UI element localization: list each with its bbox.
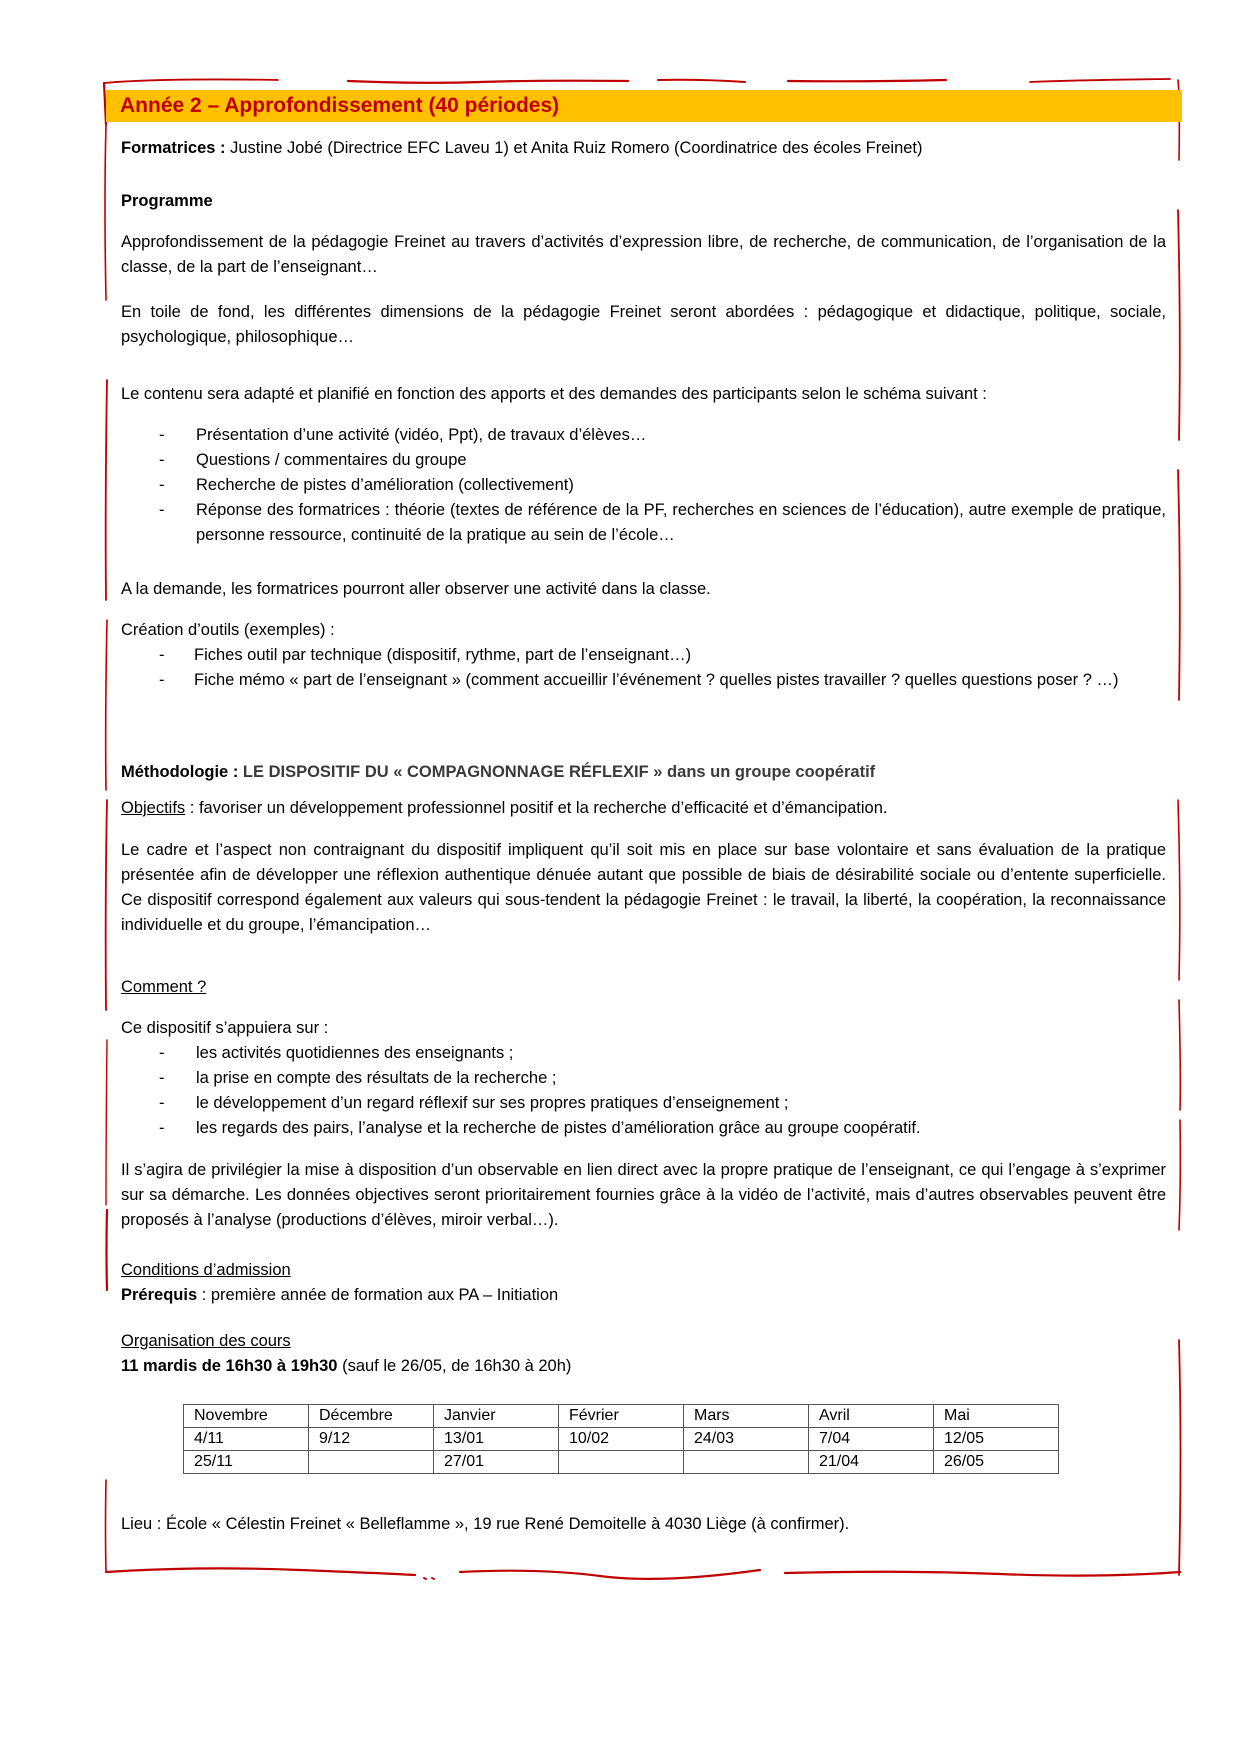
list-item: - les activités quotidiennes des enseignants ; <box>121 1041 1166 1066</box>
table-cell: 25/11 <box>184 1451 309 1474</box>
table-cell: 13/01 <box>434 1428 559 1451</box>
table-header-cell: Novembre <box>184 1405 309 1428</box>
list-item: - Questions / commentaires du groupe <box>121 448 1166 473</box>
comment-heading <box>121 975 1166 1000</box>
list-item: - Fiche mémo « part de l’enseignant » (comment accueillir l’événement ? quelles pistes travailler ? quelles questions poser ? …) <box>121 668 1166 693</box>
organisation-heading <box>121 1329 1166 1354</box>
table-header-cell: Janvier <box>434 1405 559 1428</box>
appui-label: Ce dispositif s’appuiera sur : <box>121 1019 329 1037</box>
programme-paragraph-4: A la demande, les formatrices pourront aller observer une activité dans la classe. <box>121 580 711 598</box>
outils-label: Création d’outils (exemples) : <box>121 621 335 639</box>
appuis-list <box>121 1041 1166 1141</box>
formatrices-text: Justine Jobé (Directrice EFC Laveu 1) et Anita Ruiz Romero (Coordinatrice des écoles Freinet) <box>225 139 923 157</box>
list-item: - Recherche de pistes d’amélioration (collectivement) <box>121 473 1166 498</box>
table-row <box>184 1451 1059 1474</box>
list-item: - les regards des pairs, l’analyse et la recherche de pistes d’amélioration grâce au groupe coopératif. <box>121 1116 1166 1141</box>
list-item: - le développement d’un regard réflexif sur ses propres pratiques d’enseignement ; <box>121 1091 1166 1116</box>
formatrices-label: Formatrices : <box>121 139 226 157</box>
table-header-cell: Avril <box>809 1405 934 1428</box>
prerequis-line <box>121 1283 1166 1308</box>
schedule-bold: 11 mardis de 16h30 à 19h30 <box>121 1357 338 1375</box>
table-header-row <box>184 1405 1059 1428</box>
table-cell: 4/11 <box>184 1428 309 1451</box>
objectifs-line <box>121 796 1166 821</box>
methodologie-heading <box>121 760 1166 785</box>
list-item: - Réponse des formatrices : théorie (textes de référence de la PF, recherches en sciences de l’éducation), autre exemple de pratique, personne ressource, continuité de la pratique au sein de l’école… <box>121 498 1166 548</box>
table-cell: 10/02 <box>559 1428 684 1451</box>
table-cell: 24/03 <box>684 1428 809 1451</box>
admission-heading-text: Conditions d’admission <box>121 1261 291 1279</box>
methodologie-title: LE DISPOSITIF DU « COMPAGNONNAGE RÉFLEXIF » dans un groupe coopératif <box>238 763 876 781</box>
methodologie-label: Méthodologie : <box>121 763 239 781</box>
methodologie-paragraph-2: Il s’agira de privilégier la mise à disposition d’un observable en lien direct avec la propre pratique de l’enseignant, ce qui l’engage à s’exprimer sur sa démarche. Les données objectives seront prioritairement fournies grâce à la vidéo de l’activité, mais d’autres observables peuvent être proposés à l’analyse (productions d’élèves, miroir verbal…). <box>121 1161 1166 1229</box>
comment-heading-text: Comment ? <box>121 978 207 996</box>
schedule-table <box>183 1404 1059 1474</box>
programme-heading <box>121 189 1166 214</box>
programme-paragraph-3: Le contenu sera adapté et planifié en fonction des apports et des demandes des participants selon le schéma suivant : <box>121 385 987 403</box>
section-title: Année 2 – Approfondissement (40 périodes) <box>120 94 560 117</box>
list-item: - la prise en compte des résultats de la recherche ; <box>121 1066 1166 1091</box>
list-item: - Fiches outil par technique (dispositif, rythme, part de l’enseignant…) <box>121 643 1166 668</box>
table-cell: 26/05 <box>934 1451 1059 1474</box>
programme-paragraph-1: Approfondissement de la pédagogie Freinet au travers d’activités d’expression libre, de recherche, de communication, de l’organisation de la classe, de la part de l’enseignant… <box>121 233 1166 276</box>
table-cell <box>309 1451 434 1474</box>
table-cell: 12/05 <box>934 1428 1059 1451</box>
table-header-cell: Mars <box>684 1405 809 1428</box>
methodologie-paragraph-1: Le cadre et l’aspect non contraignant du dispositif impliquent qu’il soit mis en place sur base volontaire et sans évaluation de la pratique présentée afin de développer une réflexion authentique dénuée autant que possible de biais de désirabilité sociale ou d’entente superficielle. Ce dispositif correspond également aux valeurs qui sous-tendent la pédagogie Freinet : le travail, la liberté, la coopération, la reconnaissance individuelle et du groupe, l’émancipation… <box>121 841 1166 934</box>
table-cell: 7/04 <box>809 1428 934 1451</box>
table-header-cell: Mai <box>934 1405 1059 1428</box>
table-header-cell: Février <box>559 1405 684 1428</box>
objectifs-label: Objectifs <box>121 799 186 817</box>
schedule-note: (sauf le 26/05, de 16h30 à 20h) <box>337 1357 572 1375</box>
prerequis-label: Prérequis <box>121 1286 198 1304</box>
table-cell: 9/12 <box>309 1428 434 1451</box>
admission-heading <box>121 1258 1166 1283</box>
schedule-line <box>121 1354 1166 1379</box>
organisation-heading-text: Organisation des cours <box>121 1332 291 1350</box>
schema-list <box>121 423 1166 548</box>
formatrices-line <box>121 136 1166 161</box>
prerequis-text: : première année de formation aux PA – Initiation <box>197 1286 559 1304</box>
programme-heading-text: Programme <box>121 192 213 210</box>
objectifs-text: : favoriser un développement professionnel positif et la recherche d’efficacité et d’émancipation. <box>185 799 888 817</box>
lieu-line: Lieu : École « Célestin Freinet « Belleflamme », 19 rue René Demoitelle à 4030 Liège (à confirmer). <box>121 1515 850 1533</box>
table-cell: 27/01 <box>434 1451 559 1474</box>
table-cell <box>559 1451 684 1474</box>
list-item: - Présentation d’une activité (vidéo, Ppt), de travaux d’élèves… <box>121 423 1166 448</box>
table-cell <box>684 1451 809 1474</box>
table-row <box>184 1428 1059 1451</box>
outils-list <box>121 643 1166 693</box>
table-header-cell: Décembre <box>309 1405 434 1428</box>
table-cell: 21/04 <box>809 1451 934 1474</box>
programme-paragraph-2: En toile de fond, les différentes dimensions de la pédagogie Freinet seront abordées : pédagogique et didactique, politique, sociale, psychologique, philosophique… <box>121 303 1166 346</box>
